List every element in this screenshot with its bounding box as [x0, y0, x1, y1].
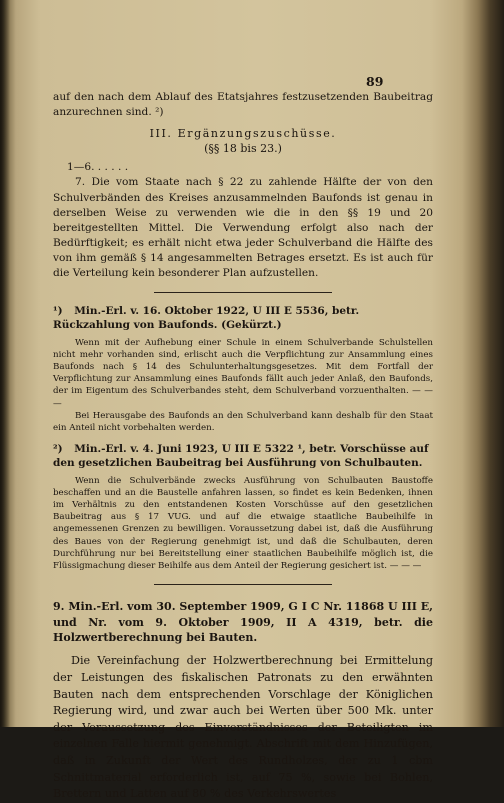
footnote-2-title — [53, 442, 433, 470]
range-line: 1—6. . . . . . — [67, 161, 129, 174]
section-paragraph-reference: (§§ 18 bis 23.) — [204, 142, 282, 156]
section-9-body: Die Vereinfachung der Holzwertberechnung bei Ermittelung der Leistungen des fiskalischen Patronats zu den erwähnten Bauten nach dem entsprechenden Vorschlage der Königlichen Regierung wird, und zwar auch bei Werten über 500 Mk. unter der Voraussetzung des Einverständnisses der Beteiligten im einzelnen Falle hiermit genehmigt. Abschrift mit dem Hinzufügen, daß in Zukunft der Wert des Rundholzes, der zu 1 cbm Schnittmaterial erforderlich ist, auf 75 %, sowie bei Bohlen, Brettern und Latten auf 80 % des Verkehrswertes — [53, 654, 433, 801]
section-heading: III. Ergänzungszuschüsse. — [149, 127, 337, 141]
page-gutter-shadow — [0, 0, 10, 727]
footnote-1-marker: ¹) — [53, 305, 63, 318]
intro-text: auf den nach dem Ablauf des Etatsjahres festzusetzenden Baubeitrag anzurechnen sind. ²) — [53, 91, 433, 119]
section-divider — [154, 584, 332, 585]
footnote-2-text: Wenn die Schulverbände zwecks Ausführung von Schulbauten Baustoffe beschaffen und an die Baustelle anfahren lassen, so findet es kein Bedenken, ihnen im Verhältnis zu den entstandenen Kosten Vorschüsse auf den gesetzlichen Baubeitrag aus § 17 VUG. und auf die etwaige staatliche Baubeihilfe in angemessenen Grenzen zu bewilligen. Voraussetzung dabei ist, daß die Ausführung des Baues von der Regierung genehmigt ist, und daß die Schulbauten, deren Durchführung nur bei Bereitstellung einer staatlichen Baubeihilfe möglich ist, die Flüssigmachung dieser Beihilfe aus dem Anteil der Regierung gesichert ist. — — — — [53, 475, 433, 571]
section-9-heading: 9. Min.-Erl. vom 30. September 1909, G I C Nr. 11868 U III E, und Nr. vom 9. Oktober 1909, II A 4319, betr. die Holzwertberechnung bei Bauten. — [53, 600, 433, 644]
footnote-1-title — [53, 304, 433, 332]
page-number: 89 — [366, 74, 384, 89]
footnote-1-text: Wenn mit der Aufhebung einer Schule in einem Schulverbande Schulstellen nicht mehr vorhanden sind, erlischt auch die Verpflichtung zur Ansammlung eines Baufonds nach § 14 des Schulunterhaltungsgesetzes. Mit dem Fortfall der Verpflichtung zur Ansammlung eines Baufonds fällt auch jeder Anlaß, den Baufonds, der im Eigentum des Schulverbandes steht, dem Schulverband vorzuenthalten. — — — — [53, 337, 433, 409]
section-9-text — [53, 653, 433, 802]
footnote-divider — [154, 292, 332, 293]
footnote-2-title-text: Min.-Erl. v. 4. Juni 1923, U III E 5322 ¹, betr. Vorschüsse auf den gesetzlichen Baubeitrag bei Ausführung von Schulbauten. — [53, 443, 429, 470]
footnote-1-title-text: Min.-Erl. v. 16. Oktober 1922, U III E 5536, betr. Rückzahlung von Baufonds. (Gekürzt.) — [53, 305, 360, 332]
paragraph-7: 7. Die vom Staate nach § 22 zu zahlende Hälfte der von den Schulverbänden des Kreises anzusammelnden Baufonds ist genau in derselben Weise zu verwenden wie die in den §§ 19 und 20 bereitgestellten Mittel. Die Verwendung erfolgt also nach der Bedürftigkeit; es erhält nicht etwa jeder Schulverband die Hälfte des von ihm gemäß § 14 angesammelten Betrages ersetzt. Es ist auch für die Verteilung kein besonderer Plan aufzustellen. — [53, 176, 433, 280]
footnote-1-text-2: Bei Herausgabe des Baufonds an den Schulverband kann deshalb für den Staat ein Anteil nicht vorbehalten werden. — [53, 410, 433, 433]
page-content — [53, 66, 433, 803]
footnote-2-marker: ²) — [53, 443, 63, 456]
